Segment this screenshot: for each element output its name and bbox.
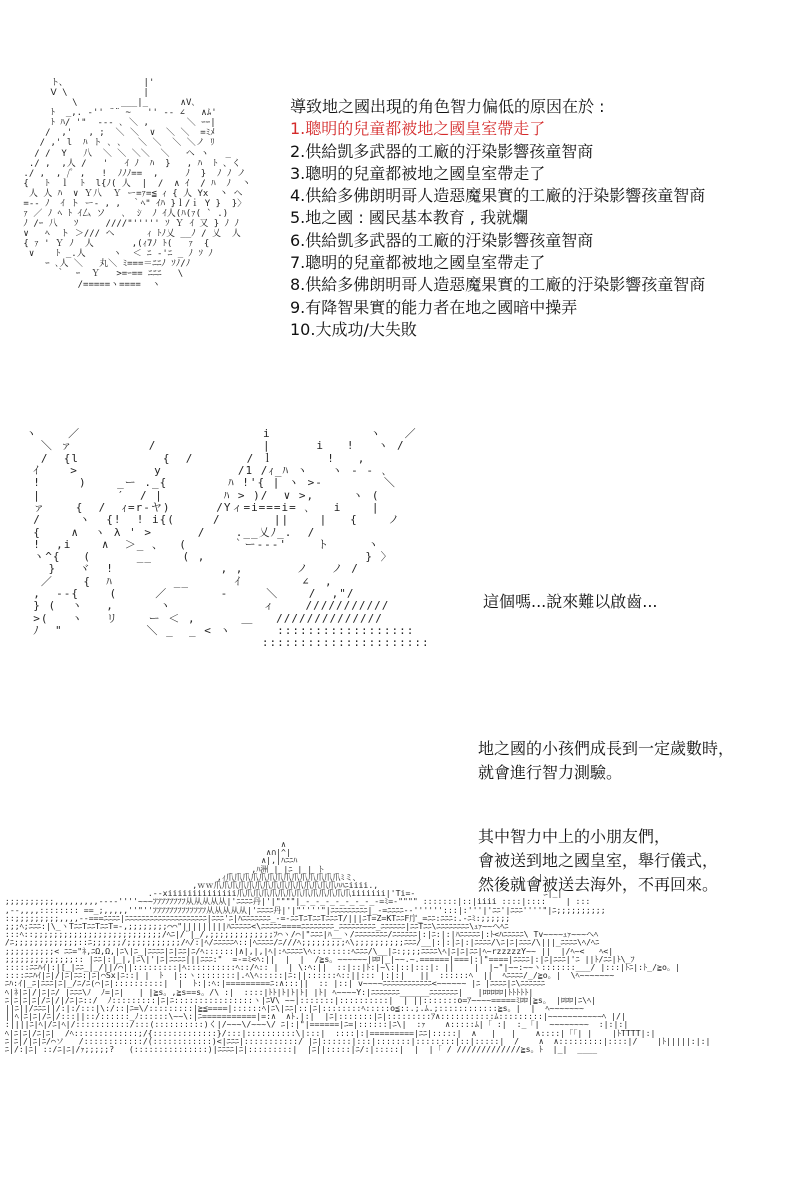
narration-block-1 bbox=[478, 737, 734, 785]
reason-item: 2.供給凱多武器的工廠的汙染影響孩童智商 bbox=[290, 141, 594, 161]
reason-list-title: 導致地之國出現的角色智力偏低的原因在於 : bbox=[290, 97, 605, 116]
reason-item: 1.聰明的兒童都被地之國皇室帶走了 bbox=[290, 119, 546, 139]
narration-line: 會被送到地之國皇室，舉行儀式， bbox=[478, 851, 719, 870]
ascii-art-face-1: ト、 |' Ⅴ \ | \ ___|_ ∧V､ ﾄ _,. ‐'' ¨¨ ~ '' ‐- ∠ ∧ﾑ' ﾄ ﾊ/ '" ‐-- ､ ＼ , ＼ ｰｰ| / ,' , ; ＼ ＼ ∨ ＼ ＼ =ﾐﾒ / ,' l ﾊ ト ､ ､ ＼ ＼ ＼ ＼ノ ﾘ / / Y 八 ＼ ＼ ＼＼ ＼ ヘ ヽ _ ./ , ,人 / ' ｲ ﾉ ﾊ } , ﾊ ﾄ 、く ./ , , /ﾟ , ! ﾉﾉﾉ== , ﾉ } ﾉ ﾉ ノ { ﾄ ｌ ﾄ l{ﾉ( 人 | / ∧ ｲ / ﾊ ﾉ 丶 人 人 ﾊ ∨ Ｙ八 Ｙ ー=ｧ=≦ ｨ { 人 Yx 丶 ヘ =-‐ ﾉ ｲ ト ー- , , ｀ﾍ" ｲﾊ }ｌ/ｉ Y } }〉 ｧ ／ ﾉ ﾍ ﾄ ｲ厶 ソ ､ ｼ ﾉ ｲ人(ﾊ(ｧ( ` .) ﾉ /ｰ 八 ｿ ////"''''' ｿ Ｙ ｲ 又 } ﾉ ﾉ ∨ ﾍ ト ＞/// ヘ ｨ ﾄﾉ乂 __ﾉ / 乂 人 { ｧ ' Ｙ ﾉ 人 ,(ｨ7ﾉ ﾄ( ｧ { ∨ ﾄ _.人 ヽ ＜ ﾆ ‐'ﾆ _ ﾉ ｿ ﾉ ｰ ､人 ＼ 丸＼ ﾐ===＝ﾆﾆﾉ ｿﾉ/ﾉ ｀ ｰ Ｙ >=ｰ== ﾆﾆﾆ \ /=====ヽ==== ヽ bbox=[23, 78, 251, 290]
narration-line: 然後就會被送去海外，不再回來。 bbox=[478, 875, 719, 894]
ascii-art-castle-city: ∧ ∧∩|^| ∧|,|ﾊﾆﾆﾊ ,ﾊ洲 | |ﾆ | | ト ,ｨ爪爪爪爪爪爪爪爪爪爪爪爪爪爪ﾐミ、 | ,ｗｗ爪爪爪爪爪爪爪爪爪爪爪爪爪爪爪ﾊﾊﾆiiii., | .-‐xiiiiiiiiiiiiii爪爪爪爪爪爪爪爪爪爪爪爪爪爪iiiiiii|'Ti=- ﾆ|_| ;;;;;;;;;;,,,,,,,,,----''''~~~ﾌﾌﾌﾌﾌﾌﾌﾌ从从从从从|'ﾆﾆﾆﾆ丹|'|""""|_-_-_-_-_-_-_-_-=ﾐ=-"""" :::::::|::|iiii ::::|:::: | ::: ,--,,,,:::::::: ==_;,,,,,''"''ﾌﾌﾌﾌﾌﾌﾌﾌﾌﾌﾌﾌﾌ从从从从从|'ﾆﾆﾆﾆ丹|'|"''''"|ﾆﾆﾆﾆﾆﾆﾆﾆﾆ|_-=ﾆﾆﾆﾆ--'''''':::|:'''|'ﾆﾆ'|ﾆﾆﾆ''''"|ﾆ;;;;;;;;;; ::;;;;;;;;;,,,,--===ﾆﾆﾆﾆ|ﾆﾆﾆﾆﾆﾆﾆﾆﾆﾆﾆﾆﾆﾆﾆﾆﾆﾆﾆﾆ|ﾆﾆﾆ'ﾆ|ﾊﾆﾆﾆﾆﾆﾆﾆ_-=-ﾆﾆTﾆTﾆﾆTﾆﾆﾆT/|||ﾆT=Z=KTﾆﾆF庁_=ﾆﾆ:ﾆﾆﾆ:.-ﾆﾐ:;;;;;; ;;;ﾍ;ﾆﾆﾆ:|\_ヽTﾆﾆTﾆﾆTﾆﾆT=-,;;;;;;;;⌒⌒"|||||||||ﾊﾆﾆﾆﾆﾆ<\ﾆﾆﾆﾆﾆ====ﾆﾆﾆﾆﾆﾆﾆﾆ_ﾆﾆﾆﾆﾆﾆﾆﾆﾆ_ﾆﾆﾆﾆﾆﾆ|ﾆﾆTﾆﾆ\ﾆﾆﾆﾆﾆﾆﾆﾆ\ｭｧ~~ヘﾍﾆ :::ﾍ::;;;;;;;;;;;;;;;;;;;;;;;;;;/ﾍﾆ|/¨|_/,;;;;;;;;;;;;;ﾌ⌒ヽ/⌒|"ﾆﾆﾆ|ﾊ__ヽ/ﾆﾆﾆﾆﾆﾆﾆﾆ/ﾆﾆﾆﾆﾆﾆ|:|ﾆ:|:|ﾊﾆﾆﾆﾆﾆ|:ﾄ<ﾊﾆﾆﾆﾆﾆ\ Tv~~~~ｭｧ~~~ヘﾍ /ﾆ;;;;;;;;;;;;;::ﾆ;;;;;;/;;;;;;;;;;;/ﾍ/:|ﾍ/ﾆﾆﾆﾆﾆﾍ::|ﾍﾆﾆﾆﾆ/ﾆ///ﾍ;;;;;;;;;ﾍ\;;;;;;;;;;ﾆﾆﾆ/__|:|:|ﾆ|:|ﾆﾆﾆﾆ/\ﾆ|ﾆ|ﾆﾆﾆ/\|||_ﾆﾆﾆﾆ\ﾍ/ﾍﾆ ;;;;;;;;;;< ﾆﾆ="ﾈ,ﾆΩ,Ω,|ﾆ\|ﾆ_|ﾆﾆﾆﾆ|ﾆ|ﾆﾆ|ﾆ/ﾍ::::::|∧|,|,|ﾍ|:ﾍﾆﾆﾆﾆ\ﾍ::::::::ﾍﾆﾆﾆ/\__|ﾆ:;;;;ﾆﾆﾆﾆ\ﾍ|ﾆ|ﾆ|ﾆﾆ|ﾍ~rzzzzzY~~ || |/ﾍ~< ﾍ<| ;;;;;;;;;;;;;;:: |ﾆﾆ|:|_|,|ﾆ\|'|ﾆ|ﾆﾆﾆﾆ|||ﾆﾆﾆ:" =-=ﾐ<ﾍ:|| | | /≧s。~~~~~~|ﾛﾛ|_|~~.~.======|===|:|"====|ﾆﾆﾆﾆ|:|ﾆ|ﾆﾆﾆ|'ﾆ ||ﾄ/ﾆﾆ|ﾄ\_ﾌ :::::ﾆﾆﾊｲ|:|[_|ﾆﾆ_|_/||/⌒||:::::::::|ﾍ::::::::::ﾍ::/ﾍ:: | | \:ﾍ:|| ::|::|ﾄ:|~\:|::|:::|: || | |~"|~~:~~ヽ:::::::___/ |:::|ﾄﾆ|:ﾄ_/≧o。| ::::ﾆﾆﾊｲ|ﾆ|/|ﾆ|ﾆﾆ:|ﾆ|⌒Sx|ﾆ::| | ﾄ |::ヽ::::::::|.ﾍ\ﾍ:::::|ﾆ:||::::::ﾍ::||::: |:|:| || ::::::ﾍ || ﾍﾆﾆﾆﾆ/_/≧o。| \ﾍ~~~~~~~ ﾆﾊ:ｲ|_ﾆ|ﾆﾆﾆ|ﾆ|_/ﾆ/ﾆ(⌒|ﾆ|::::::::::| | ﾄ:|:ﾍ:|=========ﾆ:∧:::|| :: |::| v~~~~ﾆﾆﾆﾆﾆﾆﾆﾆﾆﾆﾆﾆ<~~~~~~ |ﾆ |ﾆﾆﾆﾆ|ﾆ\ﾆﾆﾆﾆﾆﾆ ﾍ|ﾈ|ﾆ|/|ﾆ|ﾆ/ |ﾆﾆﾆ\ﾉ ﾉ=|ﾆ| | |≧s。,≧s==s。/\ :| ::::|ﾄﾄ|ﾄ|ﾄ|ﾄ| |ﾄ| ﾍ~~~~Y:|ﾆﾆﾆﾆﾆﾆﾆ______ﾆﾆﾆﾆﾆﾆﾆ| |ﾛﾛﾛﾛﾛ|ﾄﾄﾄﾄﾄ| ﾆ|ﾆ|ﾆ|ﾆ|/ﾆ|/|/ﾆ|ﾆ::/ ﾉ:::::::::|ﾆ|ﾆ::::::::::::::::ヽ|ﾆV\ ~~|:::::::|::::::::::| | ||:::::::o=ｱ~~~~=====ﾐﾛﾛ|≧s。 |ﾛﾛﾛ|ﾆ\ﾍ| ||ﾆ||/ﾆﾆﾆ||/:|:/:::|\:/::|ﾆ=\/:::::::::|≧≦====|::::::ﾍ|ﾆ\|ﾆﾆ|::|ﾆ|::::::::ﾍ:::::o≦::.;.ﾑ.;::::::::::::≧s。| | ﾍ~~~~~~~ ||ﾍ|ﾆ|ﾆ|/ﾆ|/:::||::/::::::_ﾉ::::::\~~\:|ﾆ===========|=:∧ ∧ﾄ.|:| |ﾆ|:::::::|ﾆ|:::::::::ｱ∧:::::::::::ﾑ:::::::::|~~~~~~~~~~~ﾍ |/| :||||ﾆ|ﾍ|/ﾆ|ﾍ|/:::::::::::/:::(::::::::::)く|/~~~\/~~~\/ ﾆ|:|"|======|ﾆ=|::::::|ﾆ\| :ｧ ∧:::::ﾑ|「 :| :_「| ~~~~~~~~ :|:|:| ﾍ|ﾆ|ﾆ|/ﾆ|ﾆ| /ﾍ:::::::::::::;/{:::::::::::::}/:::|::::::::::\|:::| ::::|:|=========|ﾆﾆ|:::::| ∧ | | ∧::::|「「| | |ﾄTTTT|:| ﾆ|ﾆ|/|ﾆ|ﾆ/⌒ソ /::::::::::::/(::::::::::::)<|ﾆﾆﾆ|:::::::::::/ |ﾆ|::::::|:::|:::::::|::::::::|::|:::::| / ∧ ∧:::::::::|::::|/ |ﾄ|||||:|:| ﾆ|/:|ﾆ| ::/ﾆ|ﾆ|/ｧ;;;;;? (:::::::::::::::)|ﾆﾆﾆﾆ|ﾆ|:::::::::| |ﾆ||:::::|ﾆ/:|:::::| | |「 / /////////////≧s。ﾄ |_| ____ bbox=[4, 840, 711, 1055]
reason-item: 4.供給多佛朗明哥人造惡魔果實的工廠的汙染影響孩童智商 bbox=[290, 186, 706, 206]
reason-item: 8.供給多佛朗明哥人造惡魔果實的工廠的汙染影響孩童智商 bbox=[290, 275, 706, 295]
narration-line: 地之國的小孩們成長到一定歲數時， bbox=[478, 739, 735, 758]
reason-item: 5.地之國 : 國民基本教育 , 我就爛 bbox=[290, 208, 529, 228]
reason-item: 7.聰明的兒童都被地之國皇室帶走了 bbox=[290, 253, 546, 273]
reason-item: 3.聰明的兒童都被地之國皇室帶走了 bbox=[290, 163, 546, 183]
ascii-art-face-2: ヽ ／ i ヽ ／ ＼ ァ / | i ! ヽ / / {l { / / ｌ ! , ｲ > y /1 /ｨ_ﾊ ヽ ヽ - ‐ ､ ! ) _ー ._{ ﾊ !'{ | ヽ >- ＼ | ′ / | ﾊ > )/ ∨ >, ヽ ( ァ { / ｨ=r-ヤ) /Yィ=i===i= ､ i | / ヽ {! ! i{( / || | { ノ { ∧ ヽ λ ' > / .__乂ﾉ_. / ! ,i ∧ ＞_ 、 ( ｀ー---' ト ヽ ヽ^{ ( __ ( , } 〉 } ヾ ! , , ノ ノ / ／ { ﾊ __ ｲ ∠ , , --{ ( ／ - ＼ / ,"/ } ( ヽ , ヽ ィ /////////// >( ヽ リ ー ＜ , ＿ ////////////// ﾉ " ＼ _ _ < ヽ :::::::::::::::::: :::::::::::::::::::::: bbox=[25, 428, 430, 650]
reason-item: 6.供給凱多武器的工廠的汙染影響孩童智商 bbox=[290, 230, 594, 250]
reason-item: 10.大成功/大失敗 bbox=[290, 319, 417, 339]
reason-list bbox=[290, 96, 705, 341]
reason-item: 9.有降智果實的能力者在地之國暗中操弄 bbox=[290, 297, 578, 317]
dialogue-line: 這個嗎...說來難以啟齒... bbox=[483, 592, 658, 611]
narration-line: 其中智力中上的小朋友們， bbox=[478, 827, 671, 846]
narration-line: 就會進行智力測驗。 bbox=[478, 763, 623, 782]
